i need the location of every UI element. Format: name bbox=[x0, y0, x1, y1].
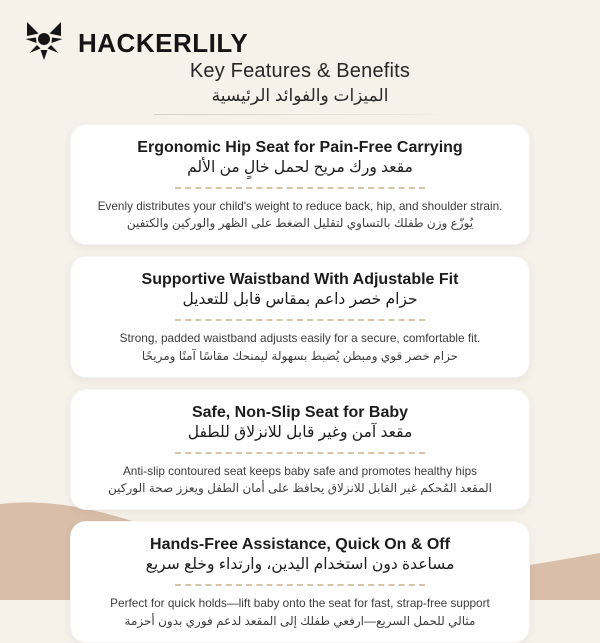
page-title-english: Key Features & Benefits bbox=[189, 60, 411, 82]
card-description-arabic: مثالي للحمل السريع—ارفعي طفلك إلى المقعد لدعم فوري بدون أحزمة bbox=[124, 613, 476, 628]
card-description-arabic: المقعد المُحكم غير القابل للانزلاق يحافظ على أمان الطفل ويعزز صحة الوركين bbox=[107, 481, 493, 496]
card-description-arabic: يُوزّع وزن طفلك بالتساوي لتقليل الضغط على الظهر والوركين والكتفين bbox=[126, 216, 474, 231]
feature-card-safe-non-slip-seat bbox=[70, 389, 530, 510]
card-title-arabic: مقعد ورك مريح لحمل خالٍ من الألم bbox=[187, 159, 413, 176]
feature-card-list bbox=[70, 124, 530, 643]
header-divider bbox=[154, 114, 446, 115]
feature-card-hands-free-assistance bbox=[70, 521, 530, 642]
card-title-english: Supportive Waistband With Adjustable Fit bbox=[141, 271, 459, 289]
card-description-english: Perfect for quick holds—lift baby onto the seat for fast, strap-free support bbox=[110, 596, 490, 611]
cat-face-logo-icon bbox=[24, 22, 64, 64]
dashed-divider bbox=[175, 452, 425, 454]
dashed-divider bbox=[175, 187, 425, 189]
card-title-english: Hands-Free Assistance, Quick On & Off bbox=[150, 536, 450, 554]
card-description-english: Anti-slip contoured seat keeps baby safe and promotes healthy hips bbox=[122, 463, 478, 478]
feature-card-ergonomic-hip-seat bbox=[70, 124, 530, 245]
brand-header bbox=[24, 22, 248, 64]
card-title-arabic: مقعد آمن وغير قابل للانزلاق للطفل bbox=[187, 423, 413, 441]
card-title-arabic: مساعدة دون استخدام اليدين، وارتداء وخلع سريع bbox=[145, 556, 455, 574]
card-description-english: Strong, padded waistband adjusts easily for a secure, comfortable fit. bbox=[119, 331, 481, 346]
brand-name: HACKERLILY bbox=[78, 27, 249, 58]
card-title-arabic: حزام خصر داعم بمقاس قابل للتعديل bbox=[182, 291, 418, 309]
card-title-english: Safe, Non-Slip Seat for Baby bbox=[191, 403, 409, 421]
card-title-english: Ergonomic Hip Seat for Pain-Free Carrying bbox=[137, 139, 463, 156]
feature-card-supportive-waistband bbox=[70, 256, 530, 377]
page-title-arabic: الميزات والفوائد الرئيسية bbox=[211, 86, 389, 105]
dashed-divider bbox=[175, 584, 425, 586]
card-description-english: Evenly distributes your child's weight to reduce back, hip, and shoulder strain. bbox=[97, 198, 503, 213]
dashed-divider bbox=[175, 319, 425, 321]
card-description-arabic: حزام خصر قوي ومبطن يُضبط بسهولة ليمنحك مقاسًا آمنًا ومريحًا bbox=[141, 348, 459, 363]
